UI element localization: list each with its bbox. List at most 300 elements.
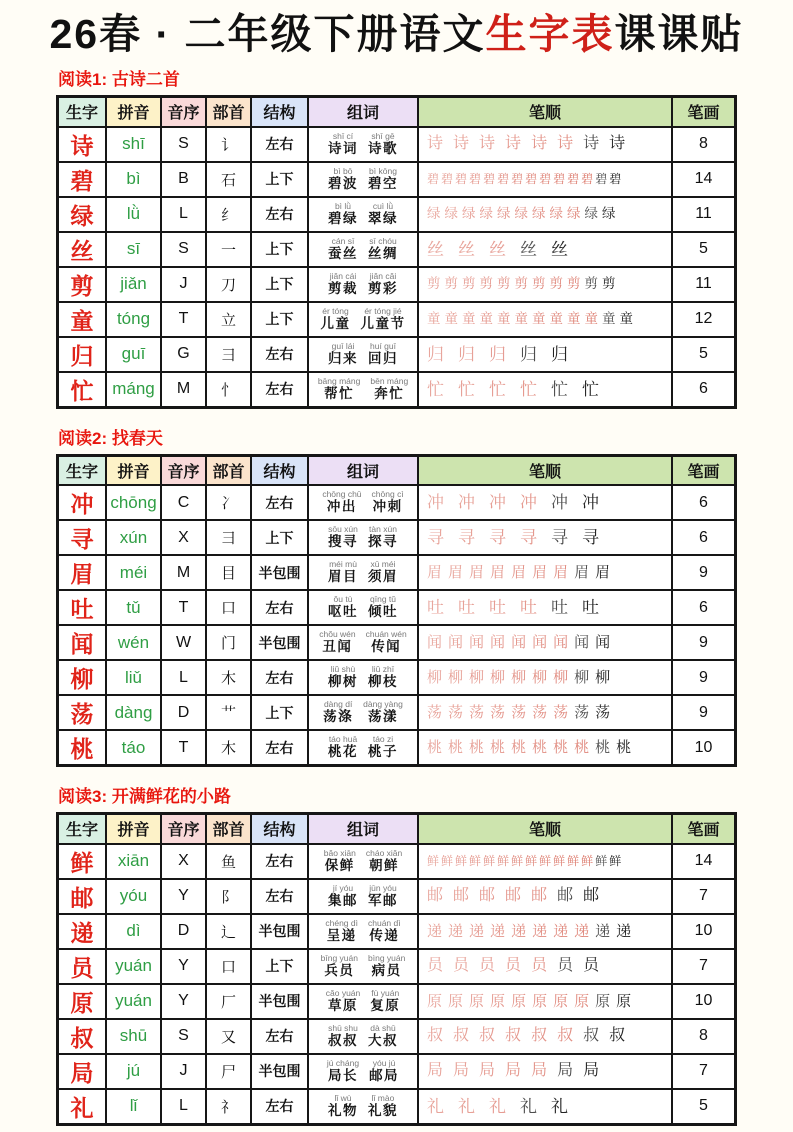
word-pinyin: shī cí [332,130,354,141]
stroke-step: 剪 [602,276,616,292]
stroke-step: 吐 [551,598,568,618]
word-block [323,700,353,724]
stroke-step: 鲜 [539,854,552,869]
stroke-step: 绿 [549,206,563,222]
column-header-2: 拼音 [106,455,161,485]
stroke-step: 局 [479,1062,496,1080]
stroke-count-cell: 9 [672,555,736,590]
stroke-step: 原 [490,992,506,1010]
word-group-cell [308,1019,418,1054]
stroke-step: 员 [505,957,522,975]
radical-cell: 口 [206,949,251,984]
word-block [328,1094,358,1118]
stroke-step: 绿 [514,206,528,222]
stroke-step: 冲 [427,493,444,513]
table-header [58,455,736,485]
column-header-1: 生字 [58,814,107,844]
stroke-step: 眉 [469,564,485,582]
stroke-step: 眉 [427,564,443,582]
word-block [369,1059,399,1083]
stroke-step: 礼 [551,1096,568,1116]
word-pinyin: liǔ shù [330,664,356,675]
word-block [322,490,361,514]
stroke-step: 童 [532,311,546,327]
stroke-step: 荡 [490,704,506,722]
word-block [368,665,398,689]
radical-cell: 尸 [206,1054,251,1089]
stroke-order-cell [418,879,672,914]
word-pinyin: chéng dì [325,917,358,928]
word-pinyin: dà shū [370,1022,396,1033]
stroke-step: 邮 [453,887,470,905]
structure-cell: 半包围 [251,984,308,1019]
word-text: 礼貌 [368,1102,398,1118]
stroke-step: 原 [511,992,527,1010]
stroke-step: 员 [453,957,470,975]
stroke-order-sequence [419,635,671,650]
stroke-step: 荡 [469,704,485,722]
pinyin-cell: tóng [106,302,161,337]
stroke-order-sequence [419,855,671,867]
word-text: 柳枝 [368,674,398,690]
stroke-step: 鲜 [525,854,538,869]
stroke-step: 柳 [595,669,611,687]
structure-cell: 左右 [251,197,308,232]
structure-cell: 上下 [251,695,308,730]
stroke-step: 闻 [490,634,506,652]
stroke-step: 丝 [551,239,568,259]
stroke-step: 碧 [539,172,552,187]
alphabet-order-cell: X [161,844,206,879]
radical-cell: 立 [206,302,251,337]
alphabet-order-cell: C [161,485,206,520]
word-block [368,132,398,156]
word-block [363,700,403,724]
character-cell: 吐 [58,590,107,625]
word-pinyin: jí yóu [332,882,354,893]
character-cell: 递 [58,914,107,949]
radical-cell: 口 [206,590,251,625]
pinyin-cell: wén [106,625,161,660]
stroke-order-cell [418,1019,672,1054]
stroke-count-cell: 9 [672,660,736,695]
stroke-step: 邮 [557,887,574,905]
word-pinyin: bāng máng [317,375,361,386]
stroke-step: 绿 [602,206,616,222]
word-group-wrap [311,849,415,873]
stroke-step: 员 [531,957,548,975]
stroke-count-cell: 9 [672,625,736,660]
word-text: 荡漾 [367,709,398,725]
stroke-step: 童 [584,311,598,327]
radical-cell: 刀 [206,267,251,302]
column-header-3: 音序 [161,97,206,127]
stroke-step: 柳 [469,669,485,687]
stroke-step: 桃 [595,739,611,757]
stroke-step: 叔 [427,1027,444,1045]
stroke-step: 局 [505,1062,522,1080]
word-block [370,989,400,1013]
word-pinyin: méi mù [329,559,357,570]
radical-cell: 又 [206,1019,251,1054]
radical-cell: 石 [206,162,251,197]
stroke-step: 碧 [497,172,510,187]
word-block [328,665,358,689]
character-cell: 鲜 [58,844,107,879]
stroke-step: 鲜 [455,854,468,869]
word-block [328,595,358,619]
stroke-step: 桃 [553,739,569,757]
word-block [328,560,358,584]
stroke-order-cell [418,267,672,302]
stroke-step: 寻 [551,528,568,548]
stroke-step: 忙 [520,379,537,399]
column-header-2: 拼音 [106,814,161,844]
character-cell: 诗 [58,127,107,162]
stroke-step: 丝 [427,239,444,259]
stroke-step: 鲜 [441,854,454,869]
structure-cell: 左右 [251,337,308,372]
stroke-step: 叔 [557,1027,574,1045]
stroke-step: 原 [595,992,611,1010]
stroke-step: 眉 [532,564,548,582]
word-pinyin: jú cháng [326,1057,360,1068]
stroke-step: 忙 [427,379,444,399]
stroke-count-cell: 7 [672,879,736,914]
stroke-count-cell: 9 [672,695,736,730]
word-block [328,342,358,366]
pinyin-cell: jiǎn [106,267,161,302]
word-pinyin: yóu jú [372,1057,396,1068]
radical-cell: 讠 [206,127,251,162]
pinyin-cell: lǐ [106,1089,161,1125]
word-pinyin: sī chóu [369,235,397,246]
word-group-cell [308,267,418,302]
stroke-step: 邮 [583,887,600,905]
alphabet-order-cell: S [161,1019,206,1054]
stroke-step: 闻 [448,634,464,652]
character-cell: 叔 [58,1019,107,1054]
stroke-step: 邮 [427,887,444,905]
stroke-step: 眉 [448,564,464,582]
word-group-cell [308,625,418,660]
column-header-5: 结构 [251,814,308,844]
stroke-step: 荡 [595,704,611,722]
stroke-step: 递 [427,922,443,940]
stroke-step: 诗 [505,135,522,153]
stroke-step: 童 [462,311,476,327]
word-group-wrap [311,525,415,549]
stroke-step: 眉 [595,564,611,582]
word-group-wrap [311,237,415,261]
word-block [321,954,358,978]
word-block [328,1024,358,1048]
word-group-cell [308,302,418,337]
stroke-step: 邮 [531,887,548,905]
word-text: 呕吐 [328,604,358,620]
stroke-step: 原 [616,992,632,1010]
column-header-5: 结构 [251,455,308,485]
stroke-count-cell: 7 [672,949,736,984]
word-text: 军邮 [368,892,398,908]
stroke-step: 吐 [427,598,444,618]
stroke-step: 柳 [490,669,506,687]
structure-cell: 左右 [251,372,308,408]
stroke-order-cell [418,695,672,730]
stroke-step: 叔 [505,1027,522,1045]
column-header-5: 结构 [251,97,308,127]
pinyin-cell: yuán [106,949,161,984]
word-block [368,1094,398,1118]
column-header-7: 笔顺 [418,455,672,485]
word-pinyin: bì kōng [369,165,397,176]
stroke-step: 原 [448,992,464,1010]
pinyin-cell: sī [106,232,161,267]
word-block [319,630,355,654]
lesson-section-3 [56,782,737,1126]
pinyin-cell: shī [106,127,161,162]
radical-cell: 木 [206,660,251,695]
word-pinyin: chōng chū [322,489,362,500]
stroke-order-sequence [419,994,671,1009]
character-cell: 寻 [58,520,107,555]
stroke-order-cell [418,1089,672,1125]
table-row [58,625,736,660]
pinyin-cell: xún [106,520,161,555]
word-pinyin: jiǎn cǎi [369,270,397,281]
page-title [0,10,793,59]
header-row [58,97,736,127]
stroke-step: 闻 [511,634,527,652]
pinyin-cell: shū [106,1019,161,1054]
radical-cell: 厂 [206,984,251,1019]
lesson-heading: 阅读3: 开满鲜花的小路 [58,787,231,807]
word-block [368,1024,398,1048]
pinyin-cell: liǔ [106,660,161,695]
stroke-step: 童 [427,311,441,327]
stroke-order-sequence [419,494,671,511]
word-text: 礼物 [328,1102,358,1118]
word-block [368,525,398,549]
alphabet-order-cell: Y [161,879,206,914]
word-block [328,167,358,191]
word-text: 桃花 [328,744,358,760]
stroke-order-sequence [419,670,671,685]
header-row [58,455,736,485]
alphabet-order-cell: T [161,590,206,625]
stroke-step: 鲜 [595,854,608,869]
radical-cell: 忄 [206,372,251,408]
word-text: 帮忙 [324,385,355,401]
stroke-step: 归 [458,344,475,364]
character-cell: 邮 [58,879,107,914]
stroke-step: 绿 [444,206,458,222]
stroke-step: 丝 [520,239,537,259]
table-row [58,555,736,590]
stroke-step: 局 [557,1062,574,1080]
radical-cell: 彐 [206,520,251,555]
radical-cell: 木 [206,730,251,766]
word-text: 蚕丝 [328,245,358,261]
stroke-step: 眉 [511,564,527,582]
word-group-cell [308,162,418,197]
stroke-order-sequence [419,346,671,363]
radical-cell: 礻 [206,1089,251,1125]
alphabet-order-cell: G [161,337,206,372]
stroke-order-sequence [419,1098,671,1115]
word-text: 剪彩 [368,280,398,296]
alphabet-order-cell: D [161,914,206,949]
table-row [58,695,736,730]
stroke-step: 剪 [514,276,528,292]
stroke-order-sequence [419,529,671,546]
stroke-count-cell: 6 [672,485,736,520]
word-text: 传闻 [371,639,402,655]
stroke-step: 忙 [489,379,506,399]
stroke-step: 寻 [489,528,506,548]
stroke-step: 归 [551,344,568,364]
structure-cell: 左右 [251,844,308,879]
word-text: 朝鲜 [369,857,400,873]
word-pinyin: huí guī [370,340,396,351]
character-cell: 闻 [58,625,107,660]
column-header-8: 笔画 [672,455,736,485]
stroke-order-sequence [419,173,671,185]
stroke-step: 童 [444,311,458,327]
pinyin-cell: táo [106,730,161,766]
word-group-wrap [311,272,415,296]
word-block [328,272,358,296]
stroke-step: 叔 [531,1027,548,1045]
word-text: 儿童 [320,315,351,331]
word-group-wrap [311,1024,415,1048]
stroke-step: 桃 [574,739,590,757]
stroke-step: 原 [553,992,569,1010]
word-group-wrap [311,735,415,759]
stroke-count-cell: 7 [672,1054,736,1089]
alphabet-order-cell: S [161,232,206,267]
radical-cell: 鱼 [206,844,251,879]
word-group-cell [308,127,418,162]
radical-cell: 阝 [206,879,251,914]
stroke-step: 柳 [553,669,569,687]
stroke-step: 绿 [497,206,511,222]
column-header-4: 部首 [206,455,251,485]
table-header [58,814,736,844]
stroke-step: 冲 [489,493,506,513]
structure-cell: 左右 [251,660,308,695]
word-text: 翠绿 [368,210,398,226]
pinyin-cell: máng [106,372,161,408]
stroke-order-sequence [419,705,671,720]
stroke-step: 局 [453,1062,470,1080]
stroke-step: 剪 [462,276,476,292]
stroke-step: 递 [490,922,506,940]
stroke-step: 柳 [448,669,464,687]
stroke-order-sequence [419,1063,671,1079]
stroke-step: 吐 [582,598,599,618]
character-cell: 眉 [58,555,107,590]
stroke-step: 员 [427,957,444,975]
word-block [368,735,398,759]
word-group-cell [308,555,418,590]
column-header-8: 笔画 [672,814,736,844]
stroke-count-cell: 10 [672,730,736,766]
word-pinyin: bì bō [333,165,353,176]
stroke-order-cell [418,1054,672,1089]
alphabet-order-cell: T [161,730,206,766]
word-pinyin: guī lái [331,340,355,351]
word-text: 柳树 [328,674,358,690]
word-block [366,849,402,873]
stroke-step: 局 [583,1062,600,1080]
word-group-wrap [311,884,415,908]
word-pinyin: chuán wén [365,629,407,640]
stroke-step: 桃 [469,739,485,757]
pinyin-cell: xiān [106,844,161,879]
stroke-step: 员 [557,957,574,975]
stroke-step: 桃 [427,739,443,757]
word-group-cell [308,197,418,232]
word-text: 大叔 [368,1032,398,1048]
stroke-step: 递 [532,922,548,940]
stroke-order-cell [418,660,672,695]
word-group-wrap [311,989,415,1013]
character-cell: 绿 [58,197,107,232]
word-text: 倾吐 [368,604,398,620]
word-text: 碧空 [368,175,398,191]
word-group-cell [308,520,418,555]
word-block [368,167,398,191]
stroke-step: 诗 [583,135,600,153]
word-pinyin: bìng yuán [368,952,406,963]
stroke-step: 碧 [483,172,496,187]
stroke-step: 鲜 [581,854,594,869]
stroke-order-cell [418,372,672,408]
word-pinyin: ér tóng jié [364,305,402,316]
word-block [328,132,358,156]
stroke-step: 绿 [532,206,546,222]
word-pinyin: xū méi [370,559,396,570]
stroke-step: 桃 [532,739,548,757]
stroke-step: 柳 [532,669,548,687]
stroke-step: 碧 [469,172,482,187]
stroke-step: 叔 [453,1027,470,1045]
stroke-step: 荡 [553,704,569,722]
word-text: 兵员 [324,962,355,978]
stroke-order-cell [418,127,672,162]
word-block [368,954,405,978]
header-row [58,814,736,844]
stroke-step: 局 [427,1062,444,1080]
word-pinyin: jiǎn cái [329,270,357,281]
character-cell: 冲 [58,485,107,520]
word-block [326,989,361,1013]
stroke-step: 递 [553,922,569,940]
word-block [368,595,398,619]
stroke-step: 闻 [469,634,485,652]
pinyin-cell: guī [106,337,161,372]
stroke-step: 童 [514,311,528,327]
stroke-step: 剪 [479,276,493,292]
alphabet-order-cell: Y [161,984,206,1019]
structure-cell: 上下 [251,267,308,302]
alphabet-order-cell: S [161,127,206,162]
stroke-step: 递 [511,922,527,940]
word-group-cell [308,232,418,267]
word-group-wrap [311,1059,415,1083]
word-pinyin: chōng cì [371,489,404,500]
